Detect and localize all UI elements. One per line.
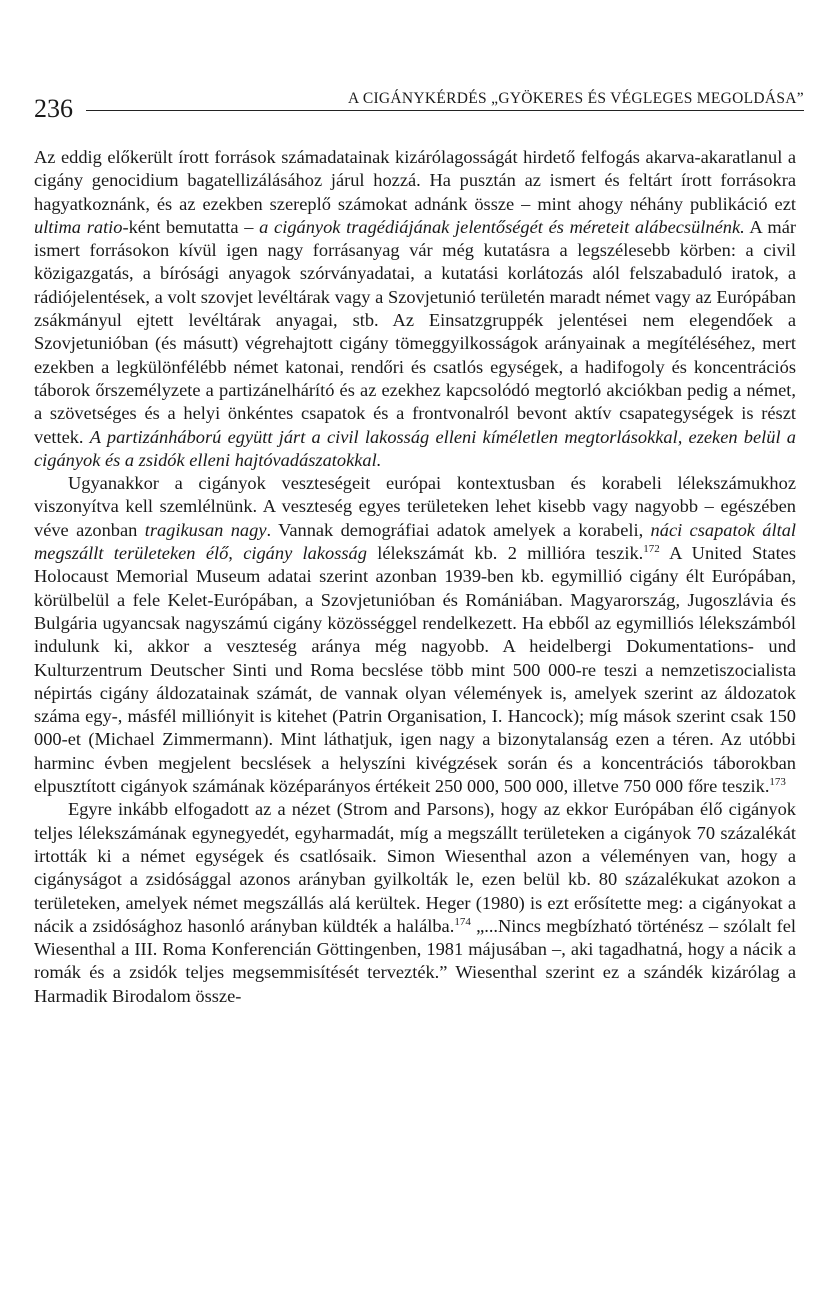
italic-run: náci csapatok által megszállt területeken élő, cigány lakosság [34,519,797,564]
italic-run: ultima ratio [34,216,123,237]
page-number: 236 [34,94,73,123]
text-run: A már ismert forrásokon kívül igen nagy forrásanyag vár még kutatásra a legszélesebb körben: a civil közigazgatás, a bírósági anyagok szórványadatai, a kutatási korlátozás alól felszabaduló iratok, a rádiójelentések, a volt szovjet levéltárak vagy a Szovjetunió területén maradt német vagy az Európában zsákmányul ejtett levéltárak anyagai, stb. Az Einsatzgruppék jelentései nem elegendőek a Szovjetunióban (és másutt) végrehajtott cigány tömeggyilkosságok arányainak a megítéléséhez, mert ezekben a legkülönfélébb német katonai, rendőri és csatlós egységek, a hadifogoly és koncentrációs táborok őrszemélyzete a partizánelhárító és az ezekhez kapcsolódó megtorló akciókban pedig a német, a szövetséges és a helyi önkéntes csapatok és a frontvonalról bevont aktív csapategységek is részt vettek. [34,216,796,447]
text-run: Ugyanakkor a cigányok veszteségeit európai kontextusban és korabeli lélekszámukhoz viszonyítva kell szemlélnünk. A veszteség egyes területeken lehet kisebb vagy nagyobb – egészében véve azonban [34,473,796,540]
header-rule [86,110,804,111]
footnote-ref: 172 [643,543,660,556]
paragraph-2 [34,472,796,798]
text-run: Az eddig előkerült írott források számadatainak kizárólagosságát hirdető felfogás akarva-akaratlanul a cigány genocidium bagatellizálásához járul hozzá. Ha pusztán az ismert és feltárt írott forrásokra hagyatkoznánk, és az ezekben szereplő számokat adnánk össze – mint ahogy néhány publikáció ezt [34,147,796,214]
body-text [34,146,796,1008]
italic-run: A partizánháború együtt járt a civil lakosság elleni kíméletlen megtorlásokkal, ezeken belül a cigányok és a zsidók elleni hajtóvadászatokkal. [34,426,796,470]
text-run: „...Nincs megbízható történész – szólalt fel Wiesenthal a III. Roma Konferencián Göttingenben, 1981 májusában –, aki tagadhatná, hogy a nácik a romák és a zsidók teljes megsemmisítését tervezték.” Wiesenthal szerint ez a szándék kizárólag a Harmadik Birodalom össze- [34,915,796,1006]
italic-run: tragikusan nagy [144,519,267,540]
footnote-ref: 174 [454,915,471,928]
text-run: lélekszámát kb. 2 millióra teszik. [366,543,644,564]
text-run: -ként bemutatta – [122,216,260,237]
page-header [34,88,804,124]
paragraph-3 [34,798,796,1008]
footnote-ref: 173 [769,776,786,789]
running-title: A CIGÁNYKÉRDÉS „GYÖKERES ÉS VÉGLEGES MEGOLDÁSA” [348,90,804,107]
text-run: A United States Holocaust Memorial Museum adatai szerint azonban 1939-ben kb. egymillió cigány élt Európában, körülbelül a fele Kelet-Európában, a Szovjetunióban és Romániában. Magyarország, Jugoszlávia és Bulgária ugyancsak nagyszámú cigány közösséggel rendelkezett. Ha ebből az egymilliós lélekszámból indulunk ki, akkor a veszteség aránya még nagyobb. A heidelbergi Dokumentations- und Kulturzentrum Deutscher Sinti und Roma becslése több mint 500 000-re teszi a nemzetiszocialista népirtás cigány áldozatainak számát, de vannak olyan vélemények is, amelyek szerint az áldozatok száma egy-, másfél milliónyit is kitehet (Patrin Organisation, I. Hancock); míg mások szerint csak 150 000-et (Michael Zimmermann). Mint láthatjuk, igen nagy a bizonytalanság ezen a téren. Az utóbbi harminc évben megjelent becslések a helyszíni kivégzések során és a koncentrációs táborokban elpusztított cigányok számának középarányos értékeit 250 000, 500 000, illetve 750 000 főre teszik. [34,543,796,797]
text-run: . Vannak demográfiai adatok amelyek a korabeli, [266,519,651,540]
text-run: Egyre inkább elfogadott az a nézet (Strom and Parsons), hogy az ekkor Európában élő cigányok teljes lélekszámának egynegyedét, egyharmadát, míg a megszállt területeken a cigányok 70 százalékát irtották ki a német egységek és csatlósaik. Simon Wiesenthal azon a véleményen van, hogy a cigányságot a zsidósággal azonos arányban gyilkolták le, ezen belül kb. 80 százalékukat azokon a területeken, amelyek német megszállás alá kerültek. Heger (1980) is ezt erősítette meg: a cigányokat a nácik a zsidósághoz hasonló arányban küldték a halálba. [34,799,796,936]
italic-run: a cigányok tragédiájának jelentőségét és méreteit alábecsülnénk. [259,216,745,237]
paragraph-1 [34,146,796,472]
